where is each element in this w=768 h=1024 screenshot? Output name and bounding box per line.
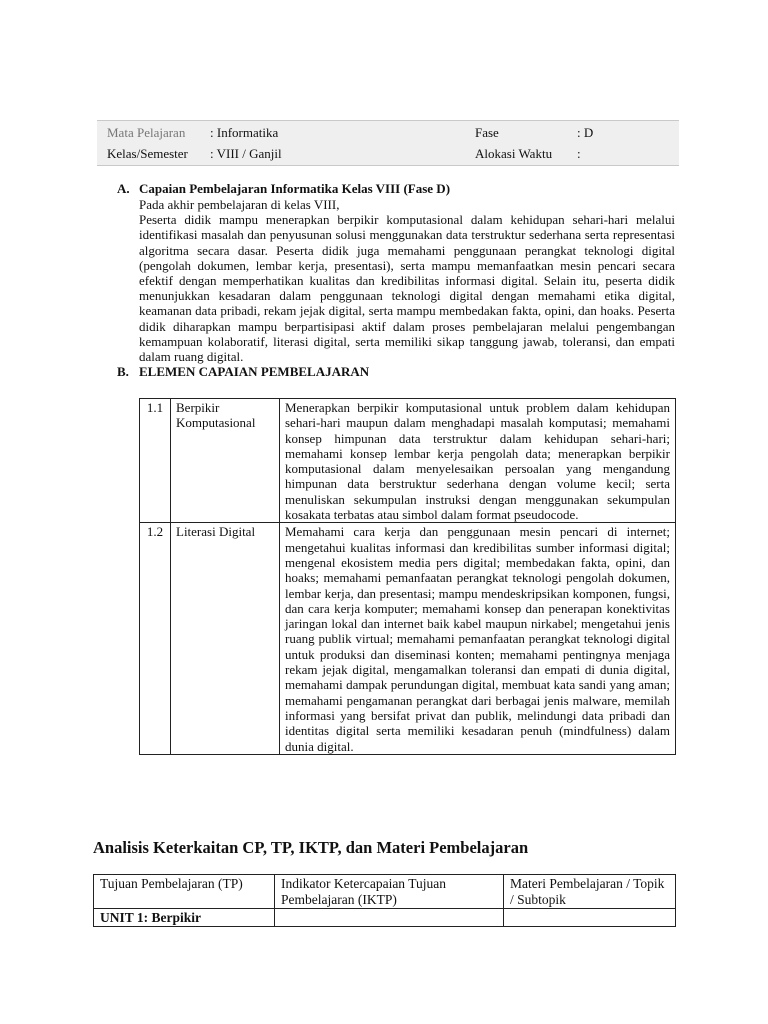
section-a-marker: A. [117, 181, 130, 196]
column-header-iktp: Indikator Ketercapaian Tujuan Pembelajaran (IKTP) [275, 875, 504, 909]
elements-table [139, 398, 676, 755]
class-semester-value: : VIII / Ganjil [210, 146, 282, 161]
column-header-tp: Tujuan Pembelajaran (TP) [94, 875, 275, 909]
section-b-heading [117, 364, 675, 380]
table-header-row [94, 875, 676, 909]
column-header-materi: Materi Pembelajaran / Topik / Subtopik [504, 875, 676, 909]
time-allocation-label: Alokasi Waktu [475, 146, 553, 161]
unit-label: UNIT 1: Berpikir [94, 909, 275, 927]
empty-cell [275, 909, 504, 927]
class-semester-label: Kelas/Semester [107, 146, 188, 161]
element-number: 1.2 [140, 523, 171, 754]
table-row [140, 399, 676, 523]
table-row [94, 909, 676, 927]
phase-label: Fase [475, 125, 499, 140]
table-row [140, 523, 676, 754]
section-a [117, 181, 675, 380]
section-b-title: ELEMEN CAPAIAN PEMBELAJARAN [139, 364, 370, 380]
element-number: 1.1 [140, 399, 171, 523]
element-name: Literasi Digital [171, 523, 280, 754]
phase-value: : D [577, 125, 594, 140]
empty-cell [504, 909, 676, 927]
analysis-table [93, 874, 676, 927]
subject-label: Mata Pelajaran [107, 125, 186, 140]
subject-info-table [97, 120, 679, 166]
element-name: Berpikir Komputasional [171, 399, 280, 523]
section-a-heading [117, 181, 675, 197]
element-description: Menerapkan berpikir komputasional untuk problem dalam kehidupan sehari-hari maupun dalam menghadapi masalah komputasi; memahami konsep himpunan data terstruktur dalam kehidupan sehari-hari; memahami konsep lembar kerja pengolah data; menerapkan berpikir komputasional dalam menyelesaikan persoalan yang mengandung himpunan data berstruktur sederhana dengan volume kecil; serta menuliskan sekumpulan instruksi dengan menggunakan sekumpulan kosakata terbatas atau simbol dalam format pseudocode. [280, 399, 676, 523]
section-a-title: Capaian Pembelajaran Informatika Kelas VIII (Fase D) [139, 181, 451, 196]
analysis-heading: Analisis Keterkaitan CP, TP, IKTP, dan Materi Pembelajaran [93, 838, 529, 857]
subject-value: : Informatika [210, 125, 279, 140]
section-a-intro: Pada akhir pembelajaran di kelas VIII, [139, 197, 340, 212]
element-description: Memahami cara kerja dan penggunaan mesin pencari di internet; mengetahui kualitas informasi dan kredibilitas sumber informasi digital; mengenal ekosistem media pers digital; membedakan fakta, opini, dan hoaks; memahami pemanfaatan perangkat teknologi pengolah dokumen, lembar kerja, dan presentasi; mampu mendeskripsikan komponen, fungsi, dan cara kerja komputer; memahami konsep dan penerapan konektivitas jaringan lokal dan internet baik kabel maupun nirkabel; mengetahui jenis ruang publik virtual; memahami pemanfaatan perangkat teknologi digital untuk produksi dan diseminasi konten; memahami pentingnya menjaga rekam jejak digital, mengamalkan toleransi dan empati di dunia digital, memahami dampak perundungan digital, membuat kata sandi yang aman; memahami pengamanan perangkat dari berbagai jenis malware, memilah informasi yang bersifat privat dan publik, melindungi data pribadi dan identitas digital serta memiliki kesadaran penuh (mindfulness) dalam dunia digital. [280, 523, 676, 754]
section-b-marker: B. [117, 364, 129, 380]
time-allocation-value: : [577, 146, 581, 161]
section-a-body: Peserta didik mampu menerapkan berpikir komputasional dalam kehidupan sehari-hari melalui identifikasi masalah dan penyusunan solusi menggunakan data terstruktur sederhana serta representasi algoritma secara dasar. Peserta didik juga memahami penggunaan perangkat teknologi digital (pengolah dokumen, lembar kerja, presentasi), serta mampu memanfaatkan mesin pencari secara efektif dengan memperhatikan kualitas dan kredibilitas informasi digital. Selain itu, peserta didik menunjukkan kesadaran dalam penggunaan teknologi digital dengan memahami etika digital, keamanan data pribadi, rekam jejak digital, serta mampu membedakan fakta, opini, dan hoaks. Peserta didik diharapkan mampu berpartisipasi aktif dalam proses pembelajaran melalui pengembangan kemampuan kolaboratif, literasi digital, serta memiliki sikap tanggung jawab, toleransi, dan empati dalam ruang digital. [139, 212, 675, 365]
